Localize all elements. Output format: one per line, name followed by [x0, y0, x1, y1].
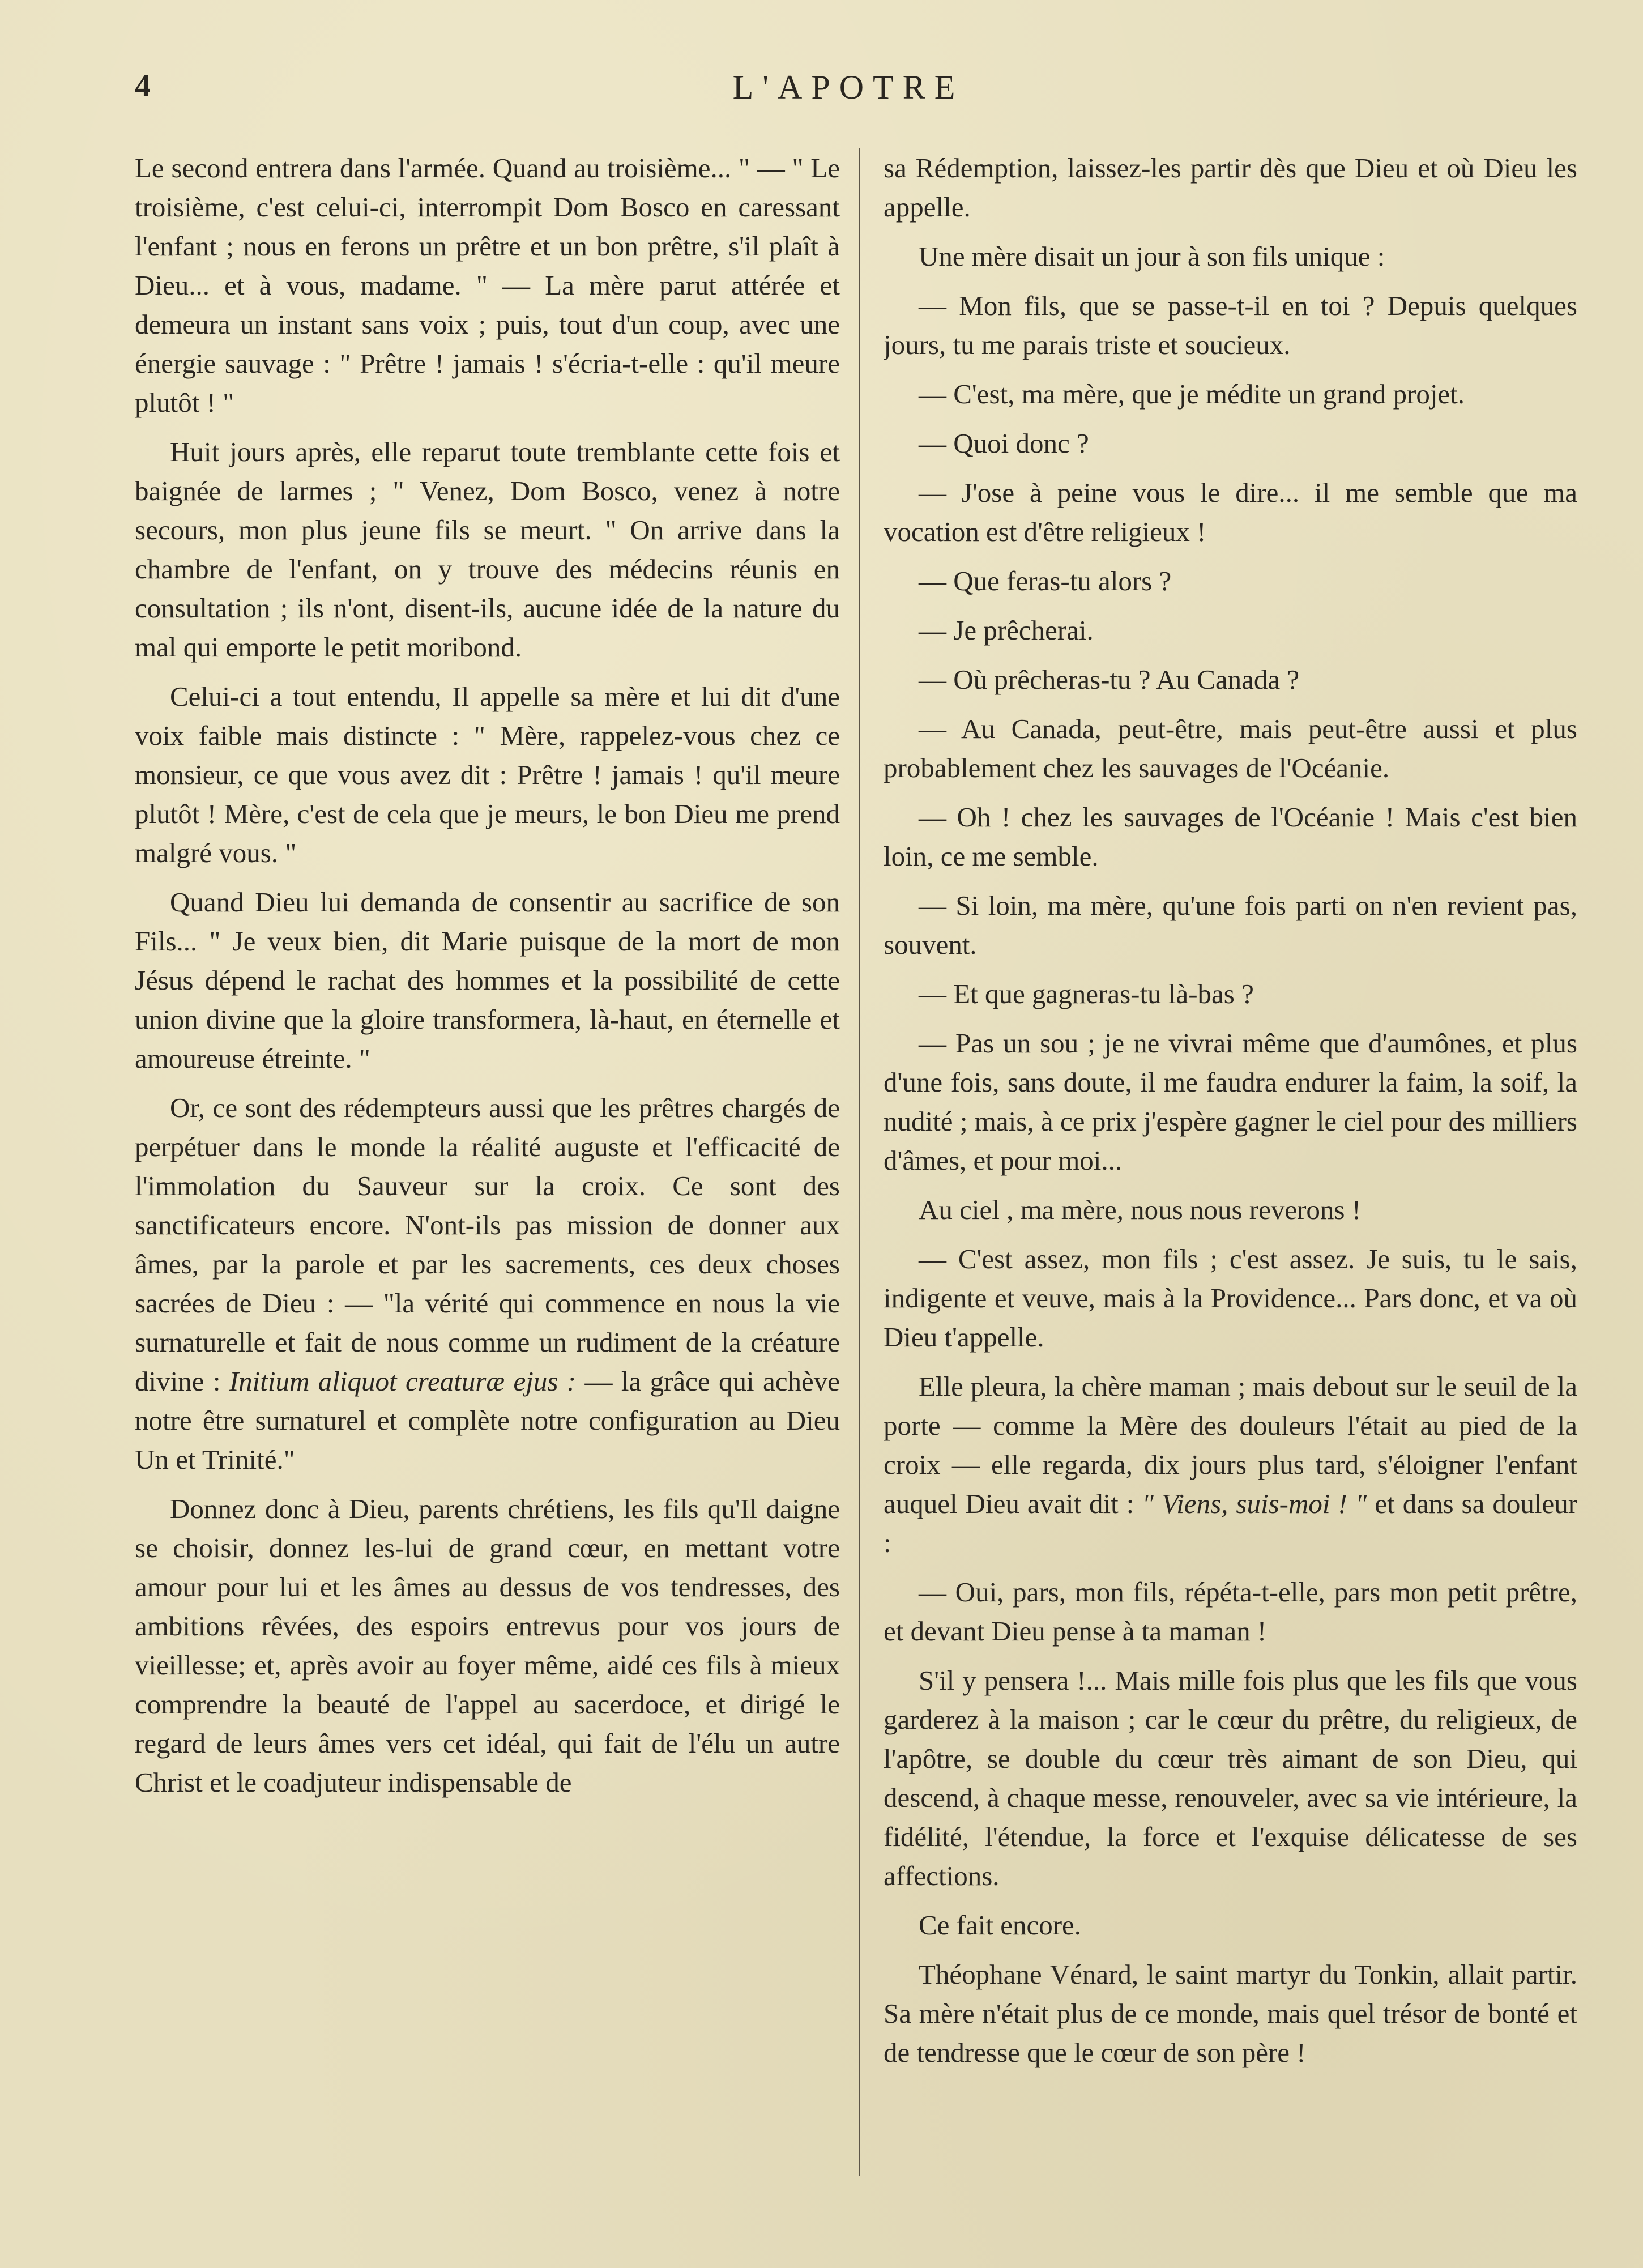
- page-header: [135, 68, 1562, 113]
- paragraph-text: — la grâce qui achève notre être surnaturel et complète notre configuration au Dieu Un et Trinité.": [135, 1366, 840, 1475]
- dialogue-line: — Pas un sou ; je ne vivrai même que d'aumônes, et plus d'une fois, sans doute, il me faudra endurer la faim, la soif, la nudité ; mais, à ce prix j'espère gagner le ciel pour des milliers d'âmes, et pour moi...: [884, 1028, 1577, 1176]
- dialogue-line: Une mère disait un jour à son fils unique :: [919, 241, 1385, 272]
- dialogue-line: — Je prêcherai.: [919, 615, 1094, 646]
- dialogue-line: — C'est, ma mère, que je médite un grand projet.: [919, 378, 1465, 410]
- paragraph: [884, 1367, 1577, 1562]
- dialogue-line: — C'est assez, mon fils ; c'est assez. Je suis, tu le sais, indigente et veuve, mais à la Providence... Pars donc, et va où Dieu t'appelle.: [884, 1243, 1577, 1353]
- paragraph: S'il y pensera !... Mais mille fois plus que les fils que vous garderez à la maison ; car le cœur du prêtre, du religieux, de l'apôtre, se double du cœur très aimant de son Dieu, qui descend, à chaque messe, renouveler, avec sa vie intérieure, la fidélité, l'étendue, la force et l'exquise délicatesse de ses affections.: [884, 1665, 1577, 1891]
- latin-quote: Initium aliquot creaturæ ejus :: [229, 1366, 577, 1397]
- column-divider: [859, 148, 860, 2176]
- dialogue-line: — Où prêcheras-tu ? Au Canada ?: [919, 664, 1300, 695]
- paragraph-text: Or, ce sont des rédempteurs aussi que les prêtres chargés de perpétuer dans le monde la réalité auguste et l'efficacité de l'immolation du Sauveur sur la croix. Ce sont des sanctificateurs encore. N'ont-ils pas mission de donner aux âmes, par la parole et par les sacrements, ces deux choses sacrées de Dieu : — "la vérité qui commence en nous la vie surnaturelle et fait de nous comme un rudiment de la créature divine :: [135, 1092, 840, 1397]
- dialogue-line: — Si loin, ma mère, qu'une fois parti on n'en revient pas, souvent.: [884, 890, 1577, 960]
- dialogue-line: — Oui, pars, mon fils, répéta-t-elle, pars mon petit prêtre, et devant Dieu pense à ta maman !: [884, 1576, 1577, 1647]
- paragraph-text: Elle pleura, la chère maman ; mais debout sur le seuil de la porte — comme la Mère des douleurs l'était au pied de la croix — elle regarda, dix jours plus tard, s'éloigner l'enfant auquel Dieu avait dit :: [884, 1371, 1577, 1519]
- paragraph: Théophane Vénard, le saint martyr du Tonkin, allait partir. Sa mère n'était plus de ce monde, mais quel trésor de bonté et de tendresse que le cœur de son père !: [884, 1959, 1577, 2068]
- paragraph: Huit jours après, elle reparut toute tremblante cette fois et baignée de larmes ; " Venez, Dom Bosco, venez à notre secours, mon plus jeune fils se meurt. " On arrive dans la chambre de l'enfant, on y trouve des médecins réunis en consultation ; ils n'ont, disent-ils, aucune idée de la nature du mal qui emporte le petit moribond.: [135, 436, 840, 663]
- paragraph-text: et dans sa douleur :: [884, 1488, 1577, 1558]
- dialogue-line: — J'ose à peine vous le dire... il me semble que ma vocation est d'être religieux !: [884, 477, 1577, 547]
- paragraph: [135, 1088, 840, 1479]
- dialogue-line: — Mon fils, que se passe-t-il en toi ? Depuis quelques jours, tu me parais triste et soucieux.: [884, 290, 1577, 360]
- right-column: [884, 148, 1577, 2171]
- paragraph: Donnez donc à Dieu, parents chrétiens, les fils qu'Il daigne se choisir, donnez les-lui de grand cœur, en mettant votre amour pour lui et les âmes au dessus de vos tendresses, des ambitions rêvées, des espoirs entrevus pour vos jours de vieillesse; et, après avoir au foyer même, aidé ces fils à mieux comprendre la beauté de l'appel au sacerdoce, et dirigé le regard de leurs âmes vers cet idéal, qui fait de l'élu un autre Christ et le coadjuteur indispensable de: [135, 1493, 840, 1798]
- paragraph: Celui-ci a tout entendu, Il appelle sa mère et lui dit d'une voix faible mais distincte : " Mère, rappelez-vous chez ce monsieur, ce que vous avez dit : Prêtre ! jamais ! qu'il meure plutôt ! Mère, c'est de cela que je meurs, le bon Dieu me prend malgré vous. ": [135, 681, 840, 868]
- paragraph: Ce fait encore.: [919, 1909, 1082, 1941]
- left-column: [135, 148, 840, 2171]
- dialogue-line: Au ciel , ma mère, nous nous reverons !: [919, 1194, 1362, 1225]
- paragraph: sa Rédemption, laissez-les partir dès que Dieu et où Dieu les appelle.: [884, 152, 1577, 223]
- dialogue-line: — Au Canada, peut-être, mais peut-être aussi et plus probablement chez les sauvages de l'Océanie.: [884, 713, 1577, 783]
- dialogue-line: — Oh ! chez les sauvages de l'Océanie ! Mais c'est bien loin, ce me semble.: [884, 802, 1577, 872]
- running-title: L'APOTRE: [732, 69, 965, 106]
- dialogue-line: — Quoi donc ?: [919, 428, 1089, 459]
- quote-italic: " Viens, suis-moi ! ": [1142, 1488, 1367, 1519]
- dialogue-line: — Que feras-tu alors ?: [919, 565, 1172, 596]
- dialogue-line: — Et que gagneras-tu là-bas ?: [919, 978, 1254, 1009]
- paragraph: Quand Dieu lui demanda de consentir au sacrifice de son Fils... " Je veux bien, dit Marie puisque de la mort de mon Jésus dépend le rachat des hommes et la possibilité de cette union divine que la gloire transformera, là-haut, en éternelle et amoureuse étreinte. ": [135, 886, 840, 1074]
- paragraph: Le second entrera dans l'armée. Quand au troisième... " — " Le troisième, c'est celui-ci, interrompit Dom Bosco en caressant l'enfant ; nous en ferons un prêtre et un bon prêtre, s'il plaît à Dieu... et à vous, madame. " — La mère parut attérée et demeura un instant sans voix ; puis, tout d'un coup, avec une énergie sauvage : " Prêtre ! jamais ! s'écria-t-elle : qu'il meure plutôt ! ": [135, 152, 840, 418]
- page-number: 4: [135, 69, 152, 104]
